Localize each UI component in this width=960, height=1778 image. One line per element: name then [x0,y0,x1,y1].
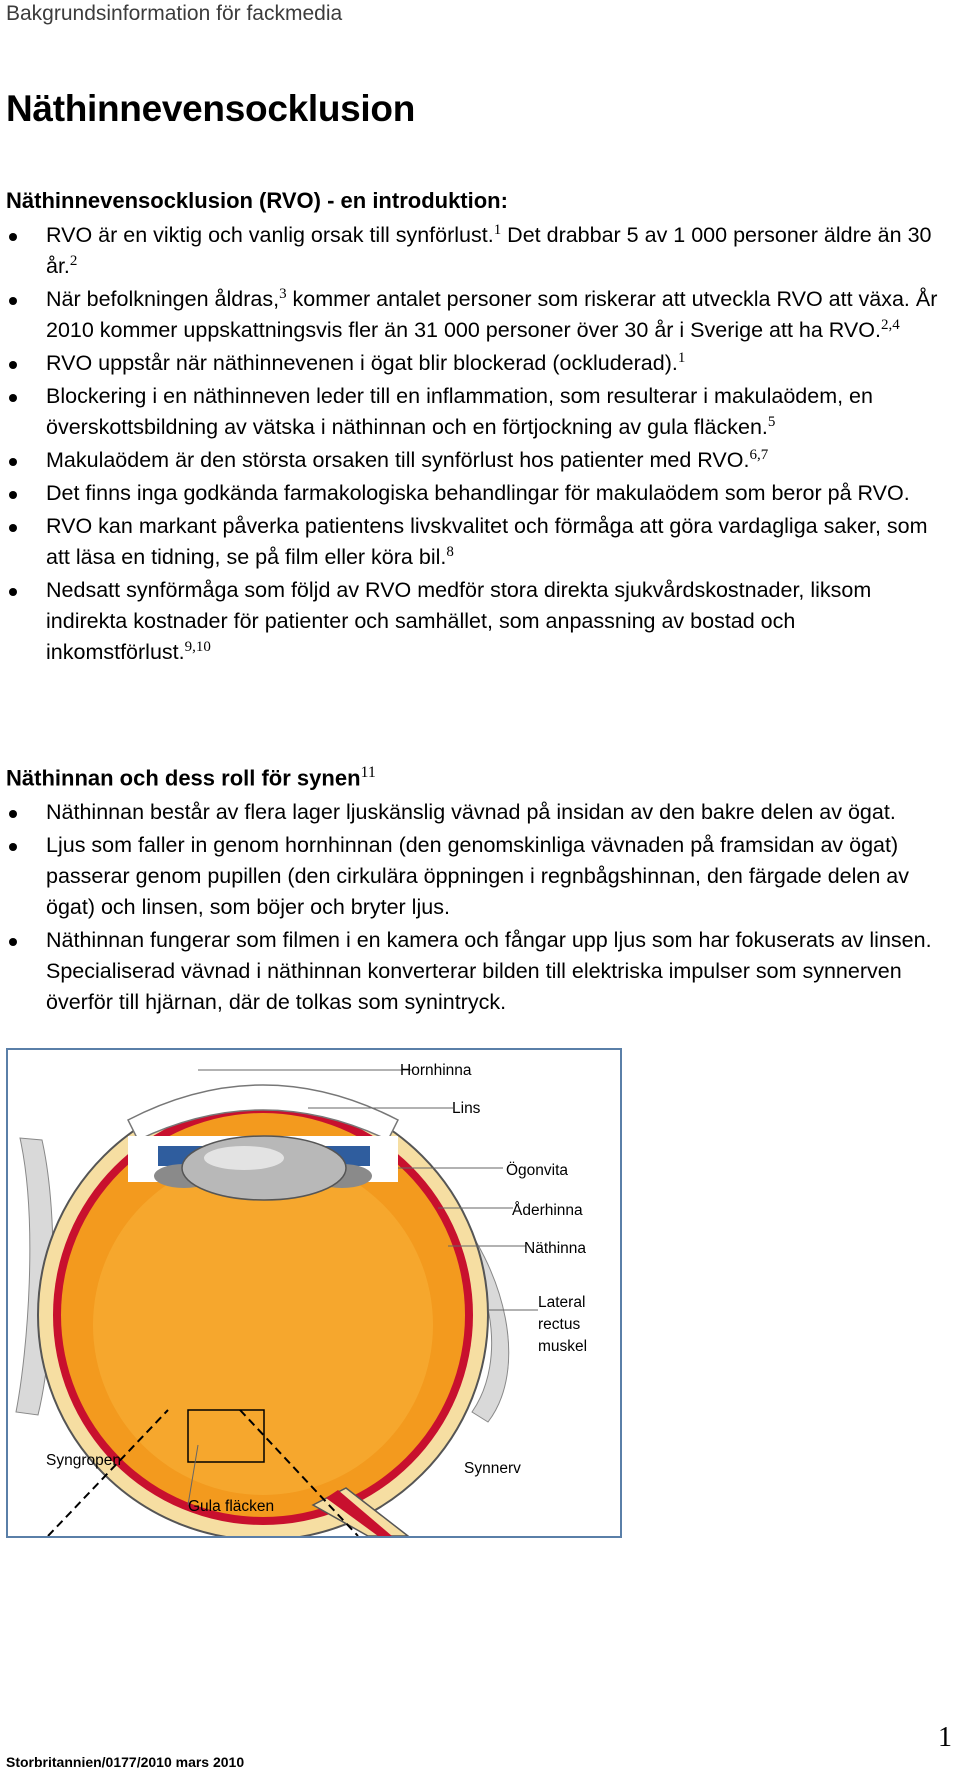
intro-bullet-list [6,220,956,668]
label-syngropen: Syngropen [46,1452,121,1469]
label-gula-flacken: Gula fläcken [188,1498,275,1515]
bullet-item [6,381,956,443]
bullet-text: Det finns inga godkända farmakologiska behandlingar för makulaödem som beror på RVO. [46,481,910,505]
label-lateral-line1: Lateral [538,1294,586,1311]
label-hornhinna: Hornhinna [400,1062,472,1079]
section-heading-text: Näthinnan och dess roll för synen [6,765,361,791]
footnote-ref: 2,4 [880,316,900,333]
bullet-item [6,830,956,923]
footnote-ref: 8 [446,543,454,560]
bullet-item [6,348,956,379]
label-aderhinna: Åderhinna [512,1202,583,1219]
footnote-ref: 2 [69,252,78,269]
section-heading [6,758,956,793]
bullet-item [6,797,956,828]
retina-bullet-list [6,797,956,1018]
footnote-ref: 1 [493,221,502,238]
header-label: Bakgrundsinformation för fackmedia [6,2,343,25]
footnote-ref: 5 [767,413,776,430]
label-lateral-line2: rectus [538,1316,581,1333]
bullet-item [6,445,956,476]
bullet-text: RVO kan markant påverka patientens livskvalitet och förmåga att göra vardagliga saker, som att läsa en tidning, se på film eller köra bil. [46,514,928,569]
vitreous [93,1155,433,1495]
footnote-ref: 6,7 [749,446,769,463]
page-number: 1 [938,1722,952,1753]
label-lateral-line3: muskel [538,1338,588,1355]
bullet-text: RVO uppstår när näthinnevenen i ögat blir blockerad (ockluderad). [46,351,678,375]
label-nathinna: Näthinna [524,1240,587,1257]
bullet-text: Det drabbar 5 av 1 000 personer äldre än 30 år. [46,223,932,278]
bullet-item [6,511,956,573]
footnote-ref: 3 [279,285,287,302]
bullet-item [6,925,956,1018]
bullet-item [6,575,956,668]
footnote-ref: 1 [677,349,686,366]
lens-highlight [204,1146,284,1170]
bullet-item [6,284,956,346]
eye-anatomy-figure [6,1048,622,1538]
bullet-text: RVO är en viktig och vanlig orsak till synförlust. [46,223,494,247]
bullet-text: När befolkningen åldras, [46,287,280,311]
label-lateral-rectus [538,1292,587,1358]
bullet-text: kommer antalet personer som riskerar att utveckla RVO att växa. År 2010 kommer uppskattningsvis fler än 31 000 personer över 30 år i Sverige att ha RVO. [46,287,938,342]
bullet-text: Näthinnan fungerar som filmen i en kamera och fångar upp ljus som har fokuserats av linsen. Specialiserad vävnad i näthinnan konverterar bilden till elektriska impulser som synnerven överför till hjärnan, där de tolkas som synintryck. [46,928,932,1015]
bullet-item [6,220,956,282]
bullet-text: Ljus som faller in genom hornhinnan (den genomskinliga vävnaden på framsidan av ögat) passerar genom pupillen (den cirkulära öppningen i regnbågshinnan, den färgade delen av ögat) och linsen, som böjer och bryter ljus. [46,833,909,920]
section-introduction [6,186,956,670]
bullet-text: Blockering i en näthinneven leder till en inflammation, som resulterar i makulaödem, en överskottsbildning av vätska i näthinnan och en förtjockning av gula fläcken. [46,384,873,439]
bullet-text: Näthinnan består av flera lager ljuskänslig vävnad på insidan av den bakre delen av ögat. [46,800,896,825]
page-title: Näthinnevensocklusion [6,88,416,129]
label-ogonvita: Ögonvita [506,1162,569,1179]
footnote-ref: 9,10 [184,638,211,655]
label-synnerv: Synnerv [464,1460,521,1477]
footnote-ref: 11 [360,764,376,781]
bullet-text: Makulaödem är den största orsaken till synförlust hos patienter med RVO. [46,448,750,472]
section-heading: Näthinnevensocklusion (RVO) - en introduktion: [6,188,508,213]
section-retina-role [6,758,956,1020]
bullet-text: Nedsatt synförmåga som följd av RVO medför stora direkta sjukvårdskostnader, liksom indirekta kostnader för patienter och samhället, som anpassning av bostad och inkomstförlust. [46,578,872,664]
bullet-item [6,478,956,509]
label-lins: Lins [452,1100,481,1117]
footer-code: Storbritannien/0177/2010 mars 2010 [6,1754,245,1770]
